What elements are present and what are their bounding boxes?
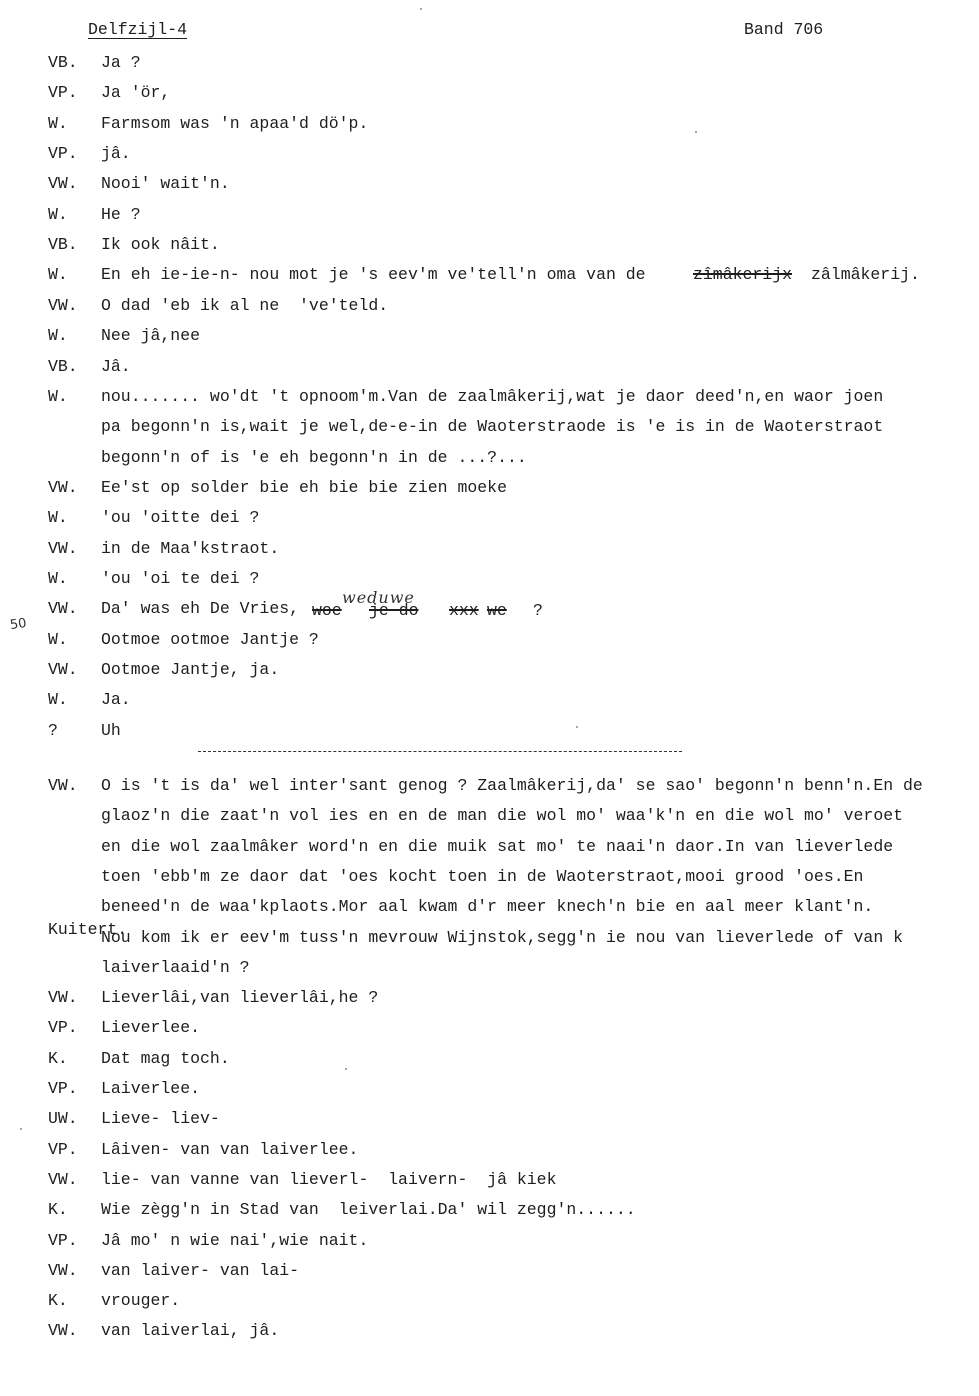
struck-word: woe: [312, 601, 342, 620]
transcript-line: [0, 776, 979, 798]
speaker-label: VB.: [48, 356, 78, 376]
speaker-label: VW.: [48, 1169, 78, 1189]
speaker-label: VW.: [48, 599, 78, 619]
speaker-label: UW.: [48, 1109, 78, 1129]
utterance-text: Wie zègg'n in Stad van leiverlai.Da' wil zegg'n......: [101, 1200, 636, 1220]
speaker-label: VB.: [48, 235, 78, 255]
line-tail-question: ?: [533, 601, 543, 620]
speaker-label: VP.: [48, 1018, 78, 1038]
utterance-text: vrouger.: [101, 1291, 181, 1311]
transcript-line: [0, 1140, 979, 1162]
speaker-label: K.: [48, 1048, 68, 1068]
transcript-line: [0, 235, 979, 257]
utterance-text: van laiverlai, jâ.: [101, 1321, 280, 1341]
struck-word: xxx: [449, 601, 479, 620]
transcript-line: [0, 569, 979, 591]
utterance-text: Ootmoe Jantje, ja.: [101, 660, 280, 679]
transcript-line: [0, 806, 979, 828]
utterance-text: Ik ook nâit.: [101, 235, 220, 255]
line-tail-zalmakerij: zâlmâkerij.: [811, 265, 920, 284]
utterance-text: pa begonn'n is,wait je wel,de-e-in de Waoterstraode is 'e is in de Waoterstraot: [101, 417, 884, 437]
utterance-text: en die wol zaalmâker word'n en die muik sat mo' te naai'n daor.In van lieverlede: [101, 836, 894, 856]
transcript-line: [0, 53, 979, 75]
speaker-label: W.: [48, 113, 68, 133]
scan-speck: [20, 1128, 22, 1130]
transcript-line: [0, 144, 979, 166]
speaker-label: W.: [48, 326, 68, 346]
speaker-label: VW.: [48, 174, 78, 194]
speaker-label: W.: [48, 265, 68, 285]
speaker-label: ?: [48, 720, 58, 740]
transcript-line: [0, 1321, 979, 1343]
transcript-line: [0, 1231, 979, 1253]
transcript-line: [0, 660, 979, 682]
utterance-text: Ja ?: [101, 53, 141, 72]
speaker-label: VW.: [48, 538, 78, 558]
transcript-line: [0, 988, 979, 1010]
utterance-text: nou....... wo'dt 't opnoom'm.Van de zaalmâkerij,wat je daor deed'n,en waor joen: [101, 386, 884, 406]
transcript-line: [0, 1261, 979, 1283]
speaker-label: W.: [48, 568, 68, 588]
scan-speck: [695, 131, 697, 133]
speaker-label: VP.: [48, 1230, 78, 1250]
utterance-text: Ee'st op solder bie eh bie bie zien moeke: [101, 477, 507, 497]
speaker-label: VP.: [48, 1139, 78, 1159]
speaker-label: VW.: [48, 776, 78, 795]
speaker-label: VW.: [48, 1260, 78, 1280]
scan-speck: [345, 1068, 347, 1070]
transcript-line: [0, 114, 979, 136]
transcript-line: [0, 1170, 979, 1192]
struck-word: zîmâkerijx: [693, 265, 793, 284]
transcript-line: [0, 897, 979, 919]
utterance-text: Nee jâ,nee: [101, 326, 201, 346]
transcript-line: [0, 539, 979, 561]
utterance-text: En eh ie-ie-n- nou mot je 's eev'm ve'tell'n oma van de: [101, 265, 646, 285]
transcript-line: [0, 296, 979, 318]
speaker-label: VP.: [48, 83, 78, 103]
struck-word: we: [487, 601, 507, 620]
transcript-line: [0, 1291, 979, 1313]
handwritten-insertion: weduwe: [342, 588, 415, 607]
utterance-text: Dat mag toch.: [101, 1048, 230, 1068]
utterance-text: Jâ mo' n wie nai',wie nait.: [101, 1230, 369, 1250]
margin-annotation: 50: [9, 615, 28, 634]
speaker-label: VW.: [48, 988, 78, 1008]
utterance-text: jâ.: [101, 144, 131, 164]
speaker-label: W.: [48, 204, 68, 224]
utterance-text: Lieverlee.: [101, 1018, 201, 1038]
utterance-text: Farmsom was 'n apaa'd dö'p.: [101, 113, 369, 133]
utterance-text: laiverlaaid'n ?: [101, 957, 250, 977]
transcript-line: [0, 1049, 979, 1071]
transcript-line: [0, 326, 979, 348]
utterance-text: beneed'n de waa'kplaots.Mor aal kwam d'r meer knech'n bie en aal meer klant'n.: [101, 897, 874, 917]
utterance-text: Lâiven- van van laiverlee.: [101, 1139, 359, 1159]
transcript-line: [0, 448, 979, 470]
transcript-line: [0, 357, 979, 379]
utterance-text: 'ou 'oi te dei ?: [101, 568, 260, 588]
utterance-text: in de Maa'kstraot.: [101, 538, 280, 558]
utterance-text: He ?: [101, 204, 141, 224]
transcript-line: [0, 478, 979, 500]
transcript-line: [0, 174, 979, 196]
speaker-label: VP.: [48, 144, 78, 164]
transcript-line: [0, 205, 979, 227]
utterance-text: Ja.: [101, 690, 131, 710]
transcript-line: [0, 1109, 979, 1131]
speaker-label: VW.: [48, 660, 78, 679]
transcript-line: [0, 958, 979, 980]
utterance-text: O is 't is da' wel inter'sant genog ? Zaalmâkerij,da' se sao' begonn'n benn'n.En de: [101, 776, 923, 795]
tape-number: Band 706: [744, 20, 824, 39]
speaker-label: VW.: [48, 477, 78, 497]
transcript-line: [0, 83, 979, 105]
utterance-text: begonn'n of is 'e eh begonn'n in de ...?...: [101, 447, 527, 467]
scan-speck: [420, 8, 422, 10]
transcript-line: [0, 837, 979, 859]
utterance-text: Ja 'ör,: [101, 83, 171, 103]
speaker-label: VB.: [48, 53, 78, 72]
utterance-text: Nooi' wait'n.: [101, 174, 230, 194]
transcript-line: [0, 508, 979, 530]
utterance-text: van laiver- van lai-: [101, 1260, 300, 1280]
utterance-text: Lieverlâi,van lieverlâi,he ?: [101, 988, 379, 1008]
utterance-text: Jâ.: [101, 356, 131, 376]
utterance-text: Lieve- liev-: [101, 1109, 220, 1129]
utterance-text: Da' was eh De Vries,: [101, 599, 300, 619]
transcript-line: [0, 721, 979, 743]
scan-speck: [576, 726, 578, 728]
section-divider: [198, 751, 682, 752]
utterance-text: Laiverlee.: [101, 1079, 201, 1098]
speaker-label: K.: [48, 1291, 68, 1311]
utterance-text: Ootmoe ootmoe Jantje ?: [101, 629, 319, 649]
struck-word: je do: [369, 601, 419, 620]
utterance-text: Uh: [101, 720, 121, 740]
utterance-text: lie- van vanne van lieverl- laivern- jâ kiek: [101, 1169, 557, 1189]
speaker-label: W.: [48, 386, 68, 406]
utterance-text: Nou kom ik er eev'm tuss'n mevrouw Wijnstok,segg'n ie nou van lieverlede of van k: [101, 927, 904, 947]
speaker-label: VW.: [48, 1321, 78, 1341]
speaker-label: W.: [48, 508, 68, 528]
speaker-label: W.: [48, 690, 68, 710]
transcript-line: [0, 1018, 979, 1040]
transcript-line: [0, 919, 979, 950]
utterance-text: glaoz'n die zaat'n vol ies en en de man die wol mo' waa'k'n en die wol mo' veroet: [101, 806, 904, 826]
document-title: Delfzijl-4: [88, 20, 188, 39]
transcript-line: [0, 867, 979, 889]
utterance-text: 'ou 'oitte dei ?: [101, 508, 260, 528]
speaker-label: VP.: [48, 1079, 78, 1098]
transcript-line: [0, 630, 979, 652]
speaker-label: Kuitert.: [48, 919, 128, 939]
speaker-label: K.: [48, 1200, 68, 1220]
transcript-line: [0, 690, 979, 712]
utterance-text: O dad 'eb ik al ne 've'teld.: [101, 295, 389, 315]
transcript-line: [0, 387, 979, 409]
speaker-label: VW.: [48, 295, 78, 315]
transcript-line: [0, 417, 979, 439]
transcript-line: [0, 1200, 979, 1222]
transcript-line: [0, 1079, 979, 1101]
utterance-text: toen 'ebb'm ze daor dat 'oes kocht toen in de Waoterstraot,mooi grood 'oes.En: [101, 866, 864, 886]
speaker-label: W.: [48, 629, 68, 649]
